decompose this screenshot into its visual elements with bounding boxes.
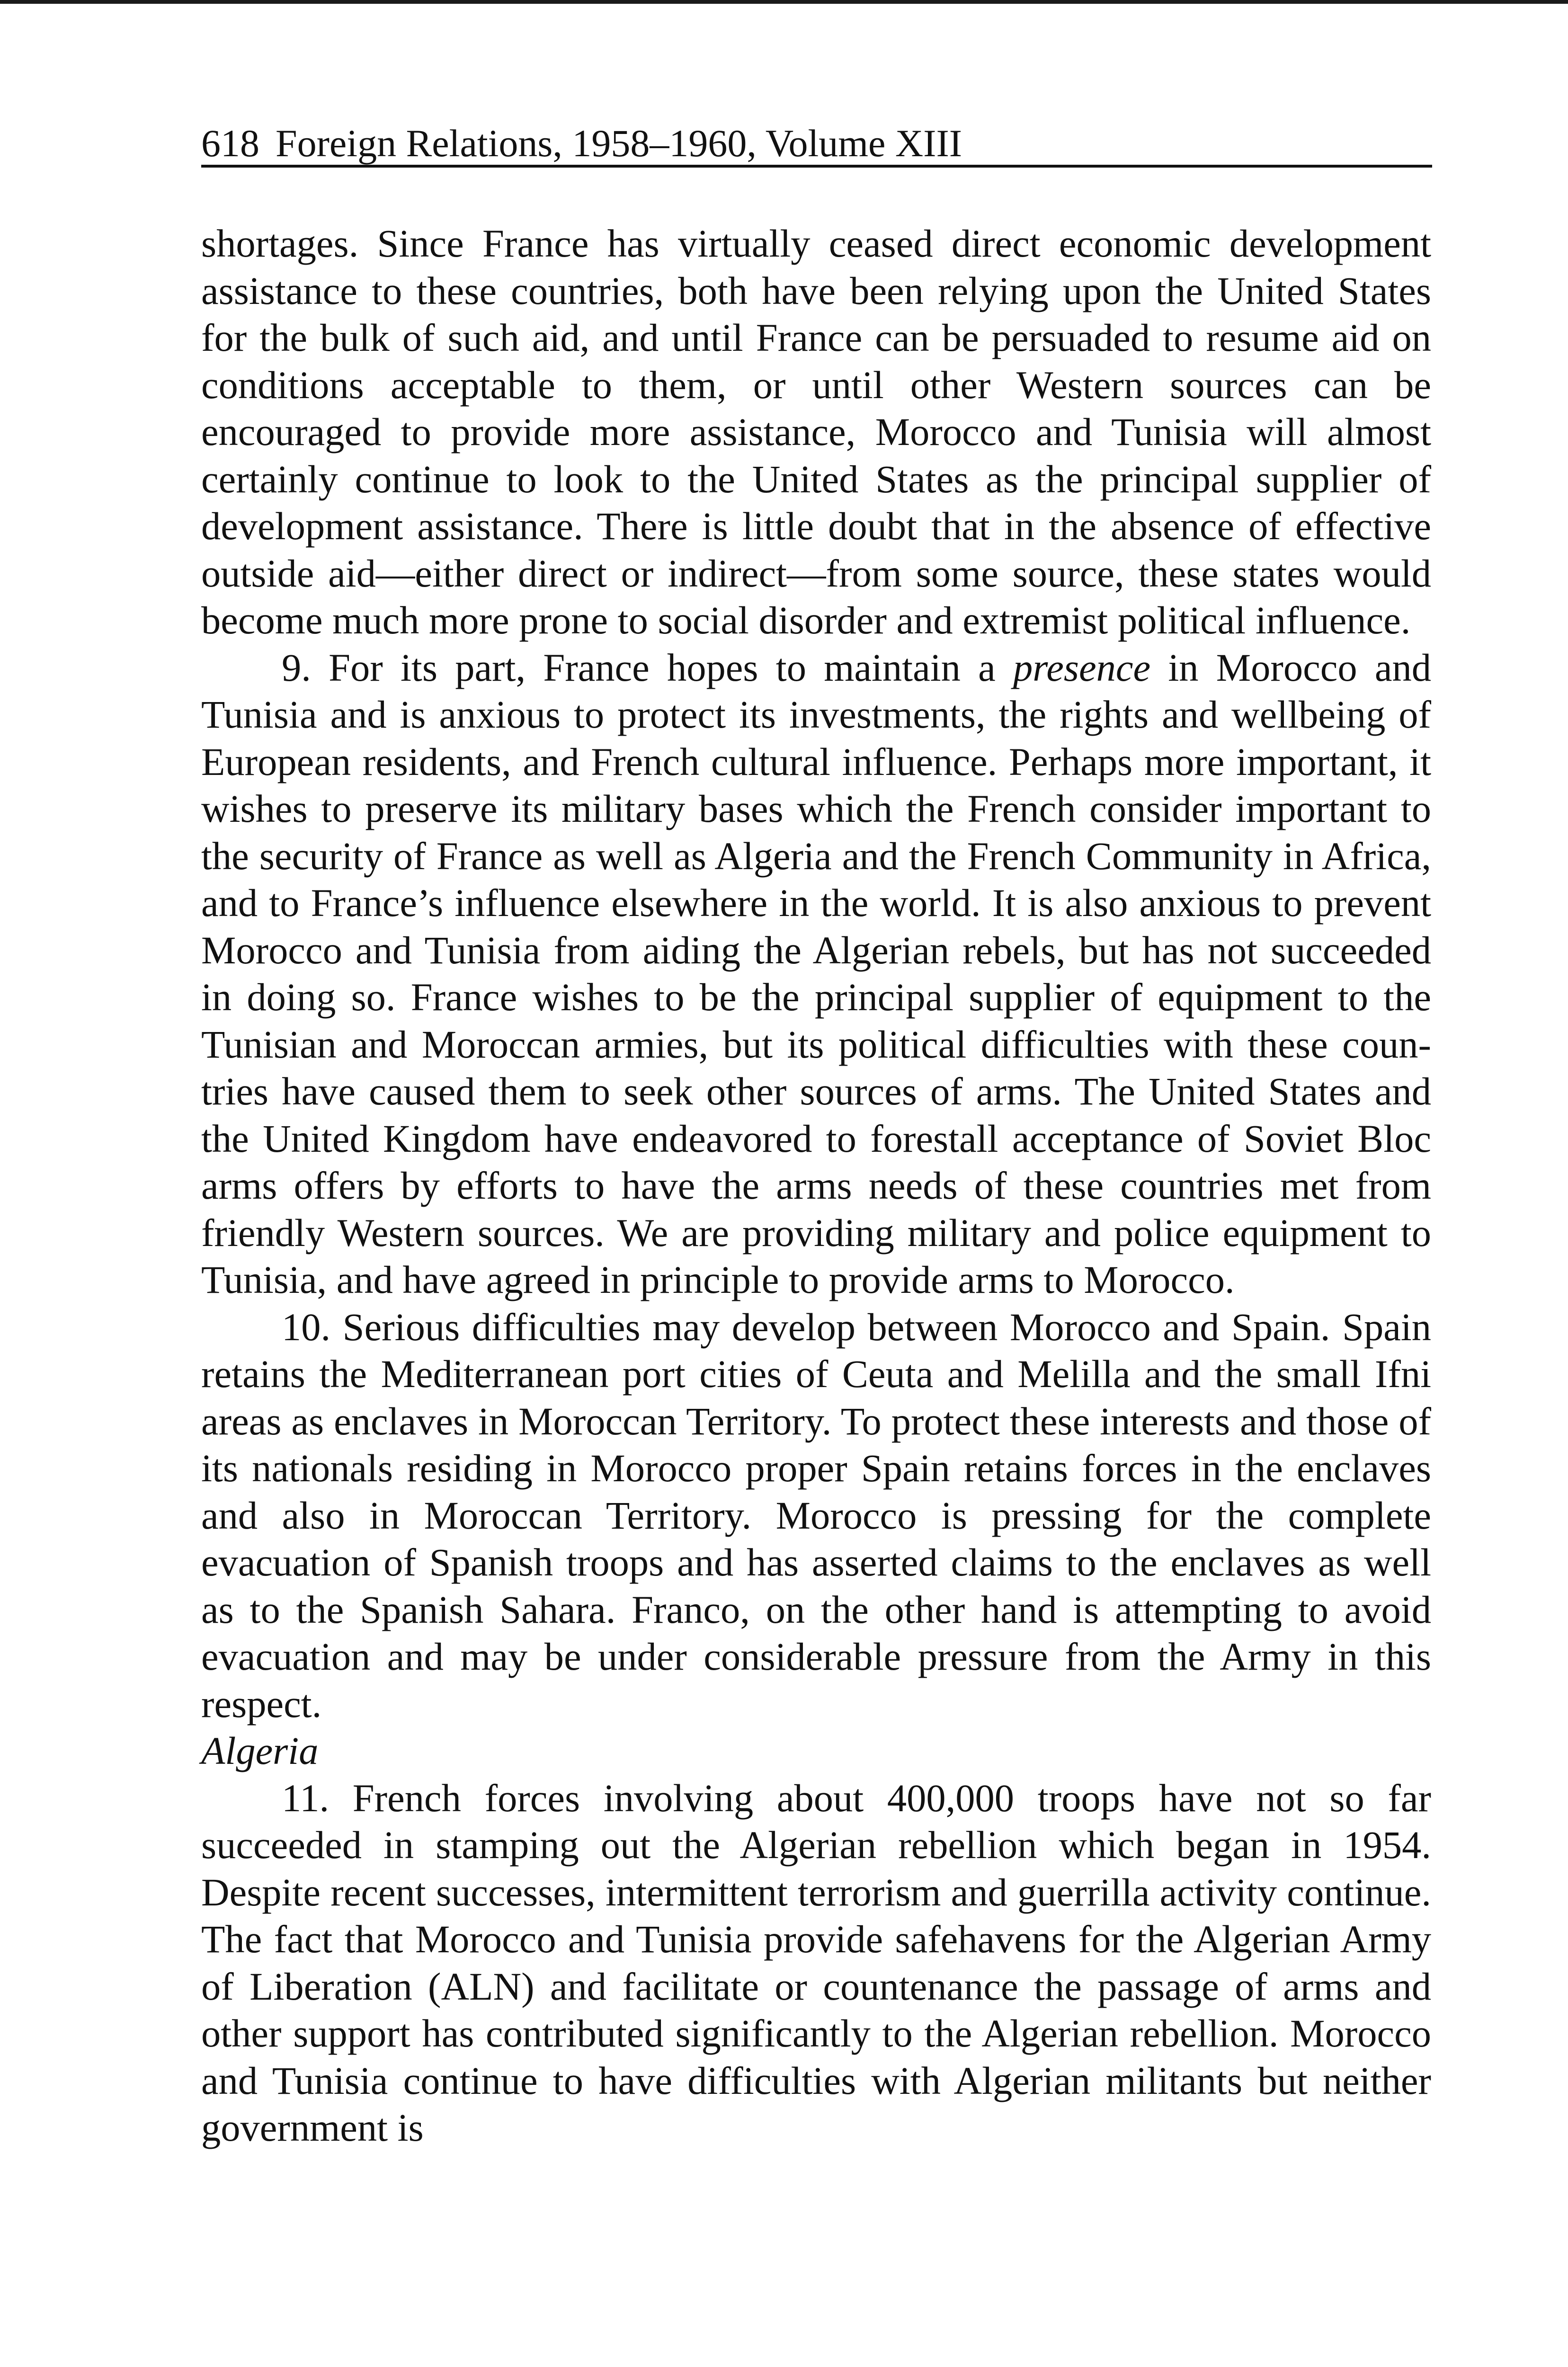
paragraph-9	[201, 644, 1431, 1304]
paragraph-8-continued: shortages. Since France has virtually ceased direct economic development assistance to these countries, both have been relying upon the United States for the bulk of such aid, and until France can be persuaded to resume aid on conditions acceptable to them, or until other Western sources can be encouraged to provide more assistance, Morocco and Tunisia will almost certainly continue to look to the United States as the principal supplier of development assistance. There is little doubt that in the absence of effective outside aid—either direct or indirect—from some source, these states would become much more prone to social disorder and extremist political influence.	[201, 222, 1431, 642]
paragraph-10: 10. Serious difficulties may develop between Morocco and Spain. Spain retains the Mediterranean port cities of Ceuta and Melilla and the small Ifni areas as enclaves in Moroccan Territory. To protect these interests and those of its nationals residing in Morocco proper Spain retains forces in the enclaves and also in Moroccan Territory. Morocco is pressing for the complete evacuation of Spanish troops and has asserted claims to the enclaves as well as to the Spanish Sahara. Franco, on the other hand is attempting to avoid evacuation and may be under considerable pressure from the Army in this respect.	[201, 1305, 1431, 1726]
top-edge-rule	[0, 0, 1568, 4]
running-header	[201, 122, 1432, 168]
paragraph-9-emphasis: presence	[1013, 645, 1151, 689]
paragraph-9-rest: in Morocco and Tunisia and is anxious to protect its investments, the rights and wellbeing of European residents, and French cultural influence. Perhaps more important, it wishes to preserve its military bases which the French consider important to the security of France as well as Algeria and the French Community in Africa, and to France’s influence elsewhere in the world. It is also anxious to prevent Morocco and Tunisia from aiding the Algerian rebels, but has not succeeded in doing so. France wishes to be the principal supplier of equipment to the Tunisian and Moroccan armies, but its political difficulties with these countries have caused them to seek other sources of arms. The United States and the United Kingdom have endeavored to forestall acceptance of Soviet Bloc arms offers by efforts to have the arms needs of these countries met from friendly Western sources. We are providing military and police equipment to Tunisia, and have agreed in principle to provide arms to Morocco.	[201, 645, 1431, 1301]
section-heading-algeria: Algeria	[201, 1729, 319, 1772]
page-number: 618	[201, 122, 259, 165]
running-title: Foreign Relations, 1958–1960, Volume XIII	[276, 122, 962, 165]
body-text	[201, 220, 1431, 2152]
paragraph-9-start: 9. For its part, France hopes to maintain a	[282, 645, 1013, 689]
paragraph-11: 11. French forces involving about 400,000 troops have not so far succeeded in stamping out the Algerian rebellion which began in 1954. Despite recent successes, intermittent terrorism and guerrilla activity continue. The fact that Morocco and Tunisia provide safehavens for the Algerian Army of Liberation (ALN) and facilitate or countenance the passage of arms and other support has contributed significantly to the Algerian rebellion. Morocco and Tunisia continue to have difficulties with Algerian militants but neither government is	[201, 1776, 1431, 2149]
